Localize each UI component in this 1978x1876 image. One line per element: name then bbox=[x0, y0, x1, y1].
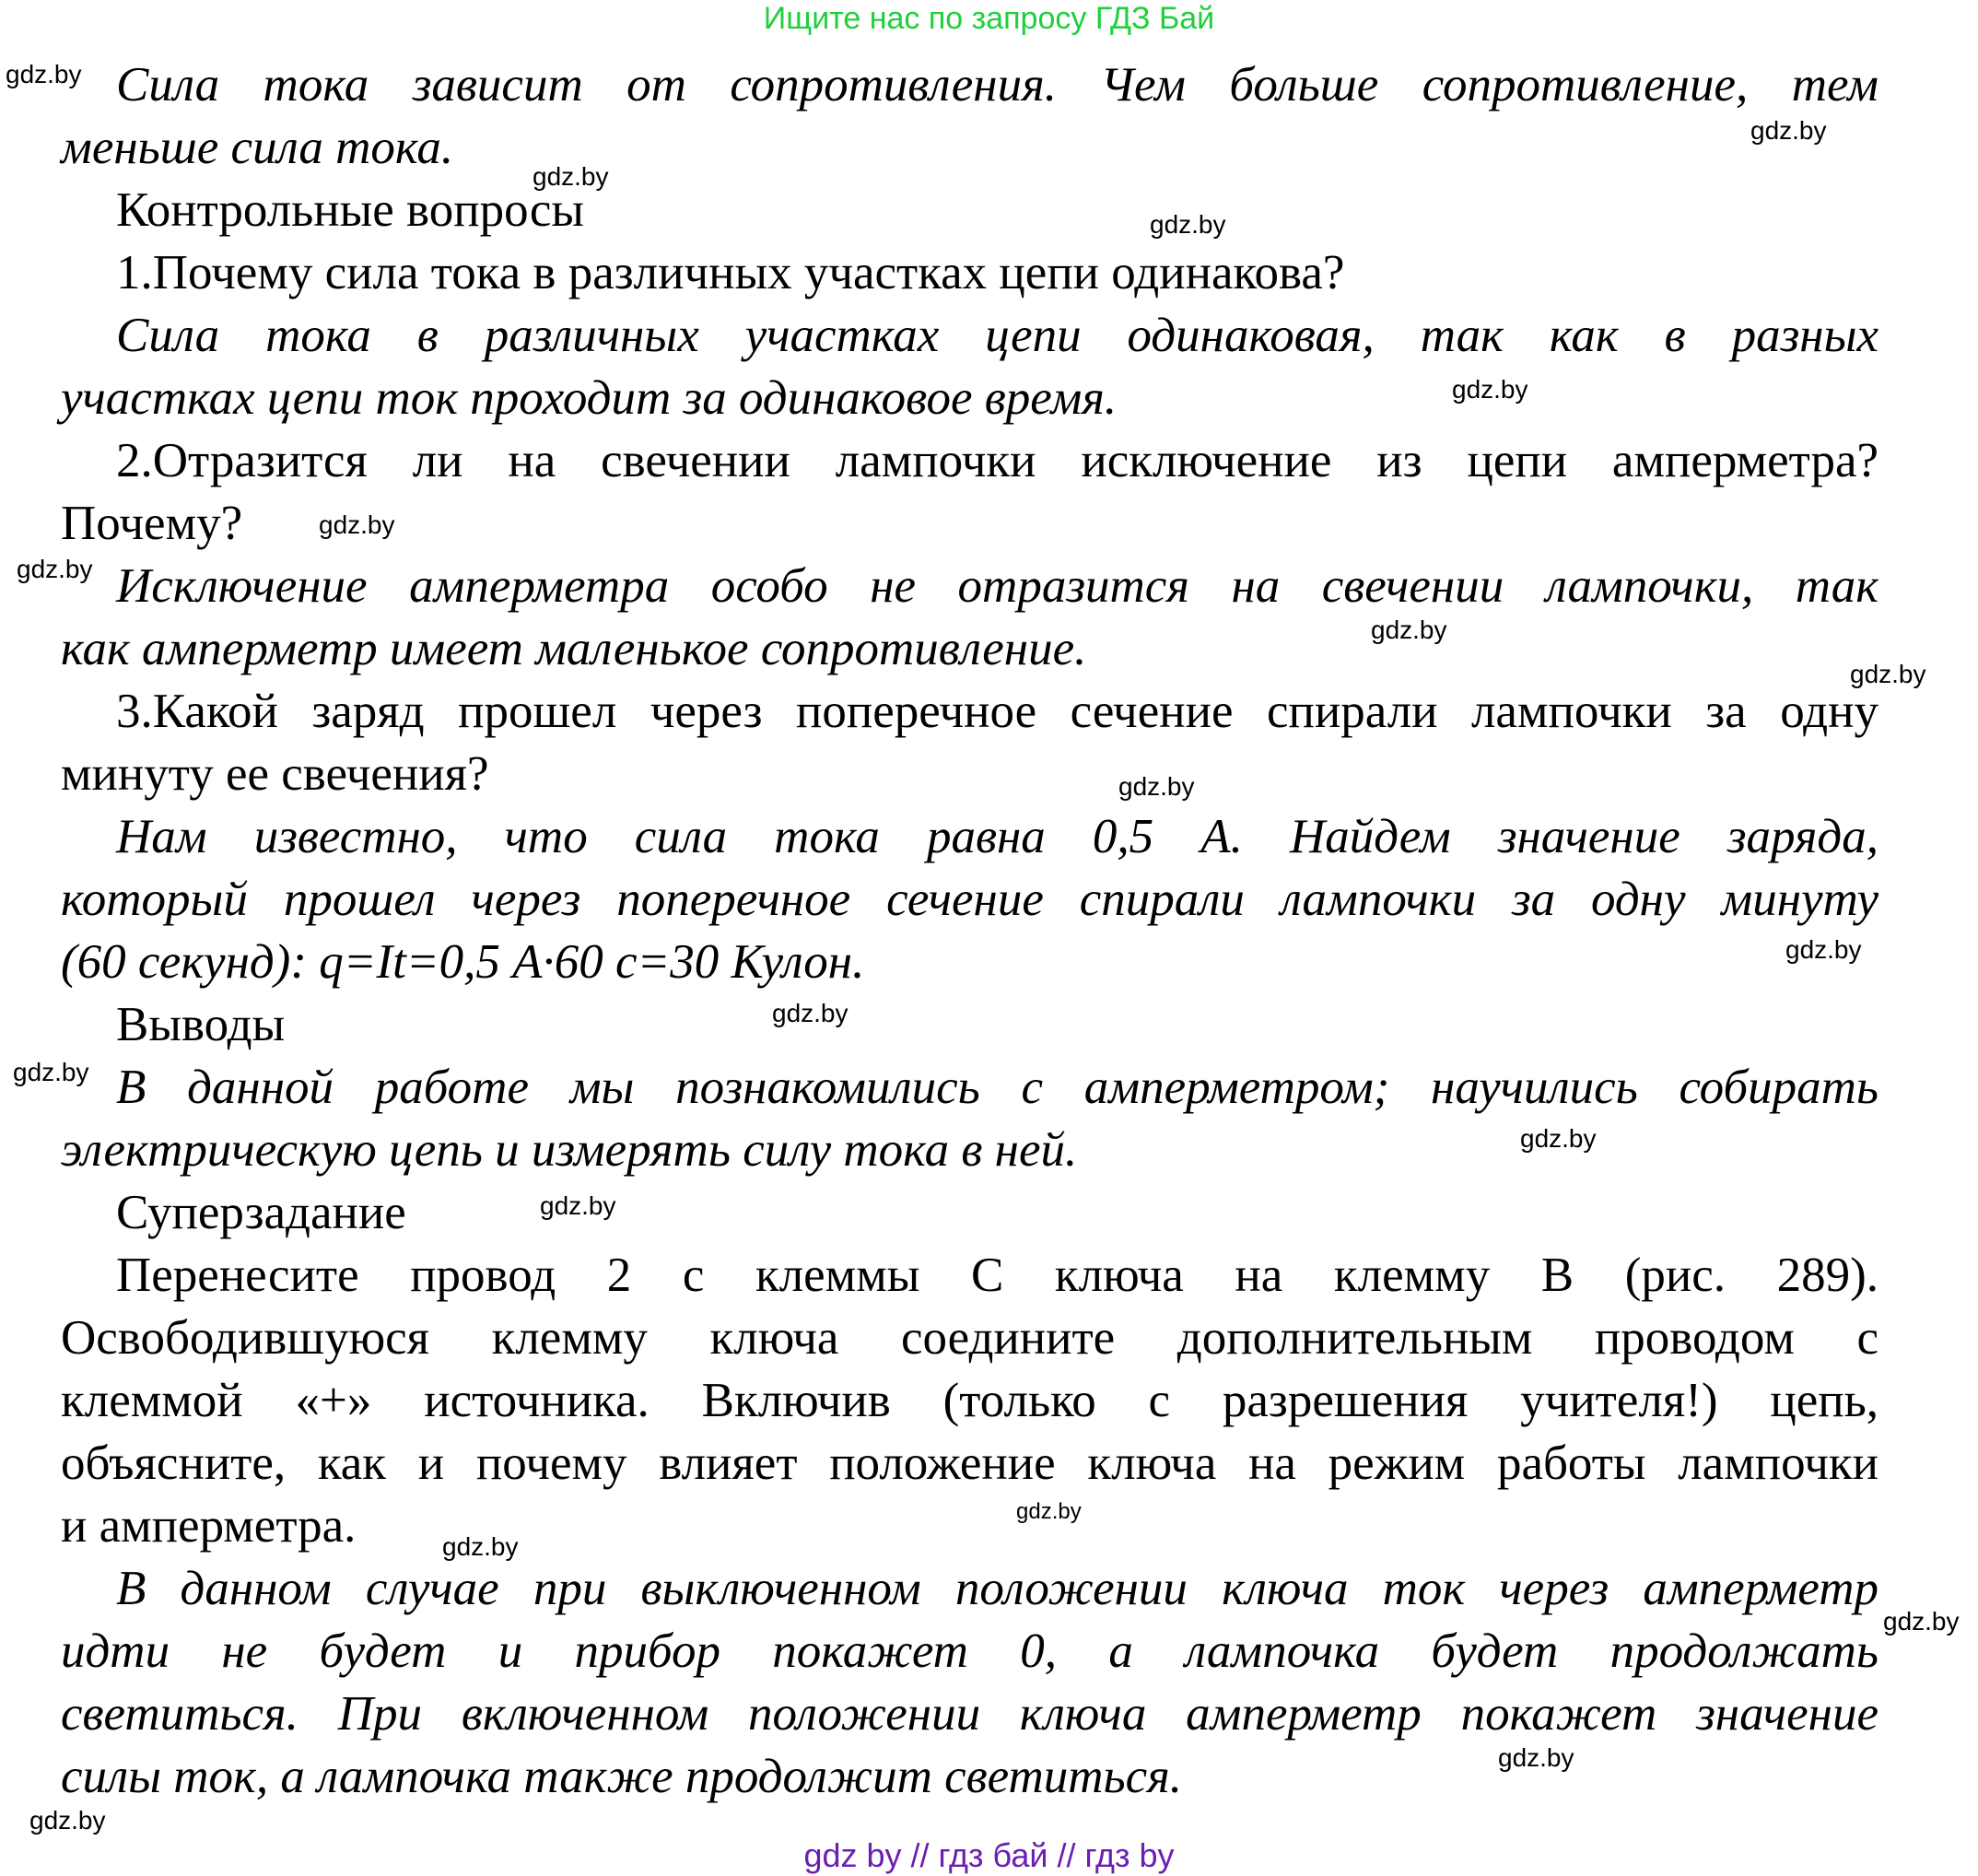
section-heading-conclusions: Выводы bbox=[116, 998, 286, 1051]
task-text-line: Перенесите провод 2 с клеммы С ключа на клемму В (рис. 289). bbox=[116, 1249, 1879, 1302]
task-text-line: объясните, как и почему влияет положение ключа на режим работы лампочки bbox=[61, 1436, 1879, 1490]
answer-text-line: Сила тока в различных участках цепи одинаковая, так как в разных bbox=[116, 309, 1879, 362]
section-heading-supertask: Суперзадание bbox=[116, 1186, 406, 1239]
watermark: gdz.by bbox=[6, 60, 82, 88]
watermark: gdz.by bbox=[772, 999, 849, 1027]
watermark: gdz.by bbox=[1498, 1743, 1574, 1772]
watermark: gdz.by bbox=[13, 1058, 89, 1086]
answer-text-line: электрическую цепь и измерять силу тока в ней. bbox=[61, 1123, 1078, 1177]
answer-text-line: как амперметр имеет маленькое сопротивление. bbox=[61, 622, 1087, 675]
question-text-line: Почему? bbox=[61, 497, 243, 550]
question-text-line: 2.Отразится ли на свечении лампочки исключение из цепи амперметра? bbox=[116, 434, 1879, 487]
watermark: gdz.by bbox=[29, 1806, 106, 1835]
watermark: gdz.by bbox=[1850, 660, 1926, 688]
watermark: gdz.by bbox=[1371, 616, 1447, 644]
watermark: gdz.by bbox=[540, 1191, 616, 1220]
watermark: gdz.by bbox=[17, 555, 93, 583]
answer-formula-line: (60 секунд): q=It=0,5 А·60 с=30 Кулон. bbox=[61, 935, 865, 989]
section-heading-control-questions: Контрольные вопросы bbox=[116, 183, 585, 237]
document-body bbox=[61, 53, 1879, 1808]
answer-text-line: силы ток, а лампочка также продолжит светиться. bbox=[61, 1750, 1183, 1803]
watermark: gdz.by bbox=[533, 162, 609, 191]
answer-text-line: идти не будет и прибор покажет 0, а лампочка будет продолжать bbox=[61, 1624, 1879, 1678]
answer-text-line: который прошел через поперечное сечение спирали лампочки за одну минуту bbox=[61, 873, 1879, 926]
watermark: gdz.by bbox=[1750, 116, 1827, 145]
question-text-line: 1.Почему сила тока в различных участках цепи одинакова? bbox=[116, 246, 1345, 299]
site-header: Ищите нас по запросу ГДЗ Бай bbox=[763, 1, 1215, 36]
site-footer: gdz by // гдз бай // гдз by bbox=[803, 1836, 1175, 1874]
watermark: gdz.by bbox=[1785, 935, 1862, 964]
task-text-line: Освободившуюся клемму ключа соедините дополнительным проводом с bbox=[61, 1311, 1879, 1365]
watermark: gdz.by bbox=[319, 510, 395, 539]
task-text-line: и амперметра. bbox=[61, 1499, 357, 1553]
watermark: gdz.by bbox=[1118, 772, 1195, 801]
watermark: gdz.by bbox=[1520, 1124, 1597, 1153]
answer-text-line: Сила тока зависит от сопротивления. Чем больше сопротивление, тем bbox=[116, 58, 1879, 111]
answer-text-line: В данном случае при выключенном положении ключа ток через амперметр bbox=[116, 1562, 1879, 1615]
answer-text-line: участках цепи ток проходит за одинаковое время. bbox=[61, 371, 1118, 425]
question-text-line: 3.Какой заряд прошел через поперечное сечение спирали лампочки за одну bbox=[116, 685, 1879, 738]
watermark: gdz.by bbox=[1452, 375, 1528, 404]
watermark: gdz.by bbox=[1883, 1607, 1960, 1636]
task-text-line: клеммой «+» источника. Включив (только с разрешения учителя!) цепь, bbox=[61, 1374, 1879, 1427]
answer-text-line: В данной работе мы познакомились с амперметром; научились собирать bbox=[116, 1061, 1879, 1114]
watermark: gdz.by bbox=[1016, 1499, 1082, 1524]
answer-text-line: меньше сила тока. bbox=[61, 121, 454, 174]
answer-text-line: Исключение амперметра особо не отразится на свечении лампочки, так bbox=[116, 559, 1879, 613]
question-text-line: минуту ее свечения? bbox=[61, 747, 489, 801]
answer-text-line: светиться. При включенном положении ключа амперметр покажет значение bbox=[61, 1687, 1879, 1741]
answer-text-line: Нам известно, что сила тока равна 0,5 А. Найдем значение заряда, bbox=[116, 810, 1879, 863]
watermark: gdz.by bbox=[442, 1532, 519, 1561]
watermark: gdz.by bbox=[1150, 210, 1226, 239]
